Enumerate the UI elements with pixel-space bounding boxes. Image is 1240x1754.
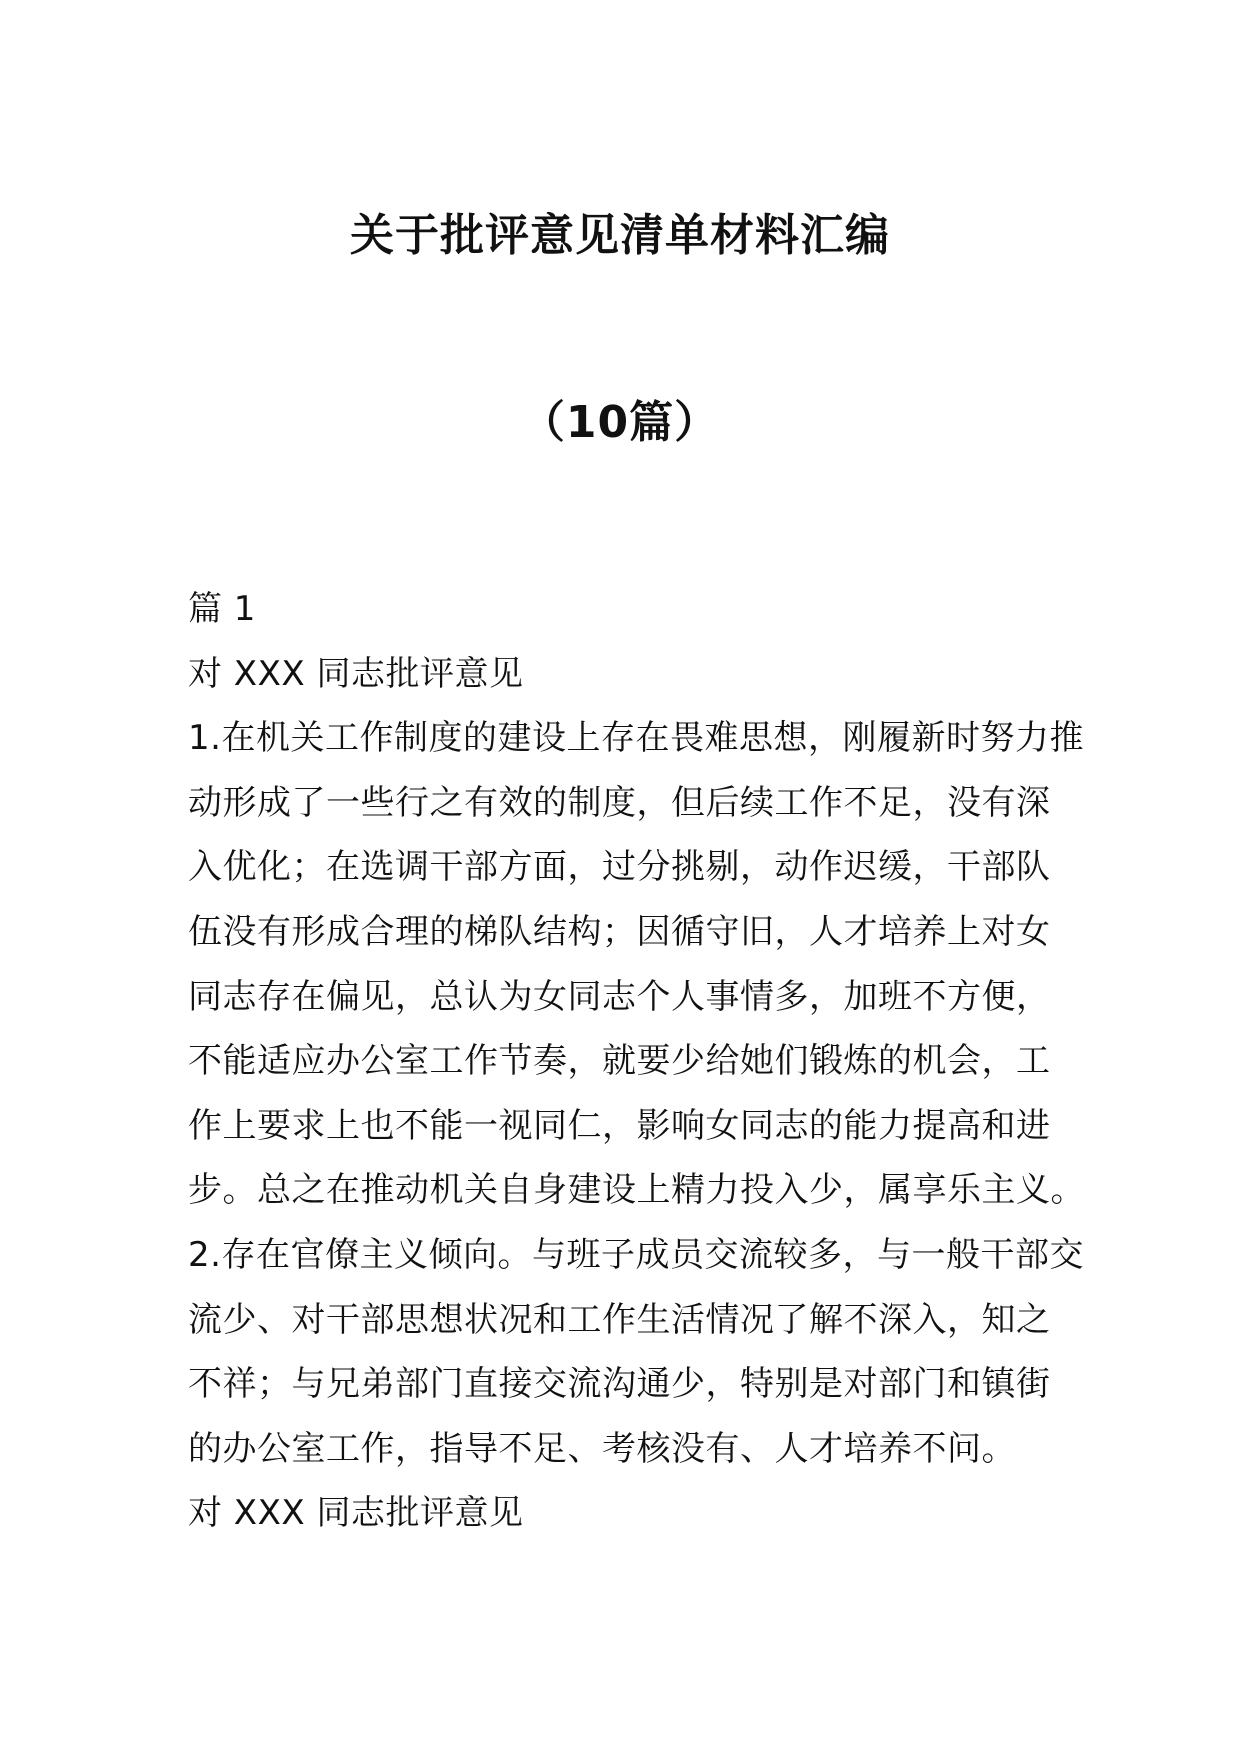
paragraph-line: 不能适应办公室工作节奏，就要少给她们锻炼的机会，工 xyxy=(188,1041,1051,1082)
paragraph-line: 同志存在偏见，总认为女同志个人事情多，加班不方便， xyxy=(188,976,1051,1017)
paragraph-line: 2.存在官僚主义倾向。与班子成员交流较多，与一般干部交 xyxy=(188,1234,1084,1275)
paragraph-line: 1.在机关工作制度的建设上存在畏难思想，刚履新时努力推 xyxy=(188,718,1084,759)
paragraph-line: 的办公室工作，指导不足、考核没有、人才培养不问。 xyxy=(188,1428,1016,1469)
paragraph-line: 伍没有形成合理的梯队结构；因循守旧，人才培养上对女 xyxy=(188,911,1051,952)
paragraph-line: 步。总之在推动机关自身建设上精力投入少，属享乐主义。 xyxy=(188,1170,1085,1211)
paragraph-line: 入优化；在选调干部方面，过分挑剔，动作迟缓，干部队 xyxy=(188,847,1051,888)
document-body xyxy=(188,577,1085,1546)
paragraph-line: 动形成了一些行之有效的制度，但后续工作不足，没有深 xyxy=(188,782,1051,823)
comment-heading: 对 XXX 同志批评意见 xyxy=(188,1493,524,1534)
document-title: 关于批评意见清单材料汇编 xyxy=(350,210,890,261)
paragraph-line: 流少、对干部思想状况和工作生活情况了解不深入，知之 xyxy=(188,1299,1051,1340)
paragraph-line: 不祥；与兄弟部门直接交流沟通少，特别是对部门和镇街 xyxy=(188,1364,1051,1405)
document-subtitle: （10篇） xyxy=(520,397,720,448)
comment-heading: 对 XXX 同志批评意见 xyxy=(188,653,524,694)
paragraph-line: 作上要求上也不能一视同仁，影响女同志的能力提高和进 xyxy=(188,1105,1051,1146)
section-heading: 篇 1 xyxy=(188,589,256,629)
